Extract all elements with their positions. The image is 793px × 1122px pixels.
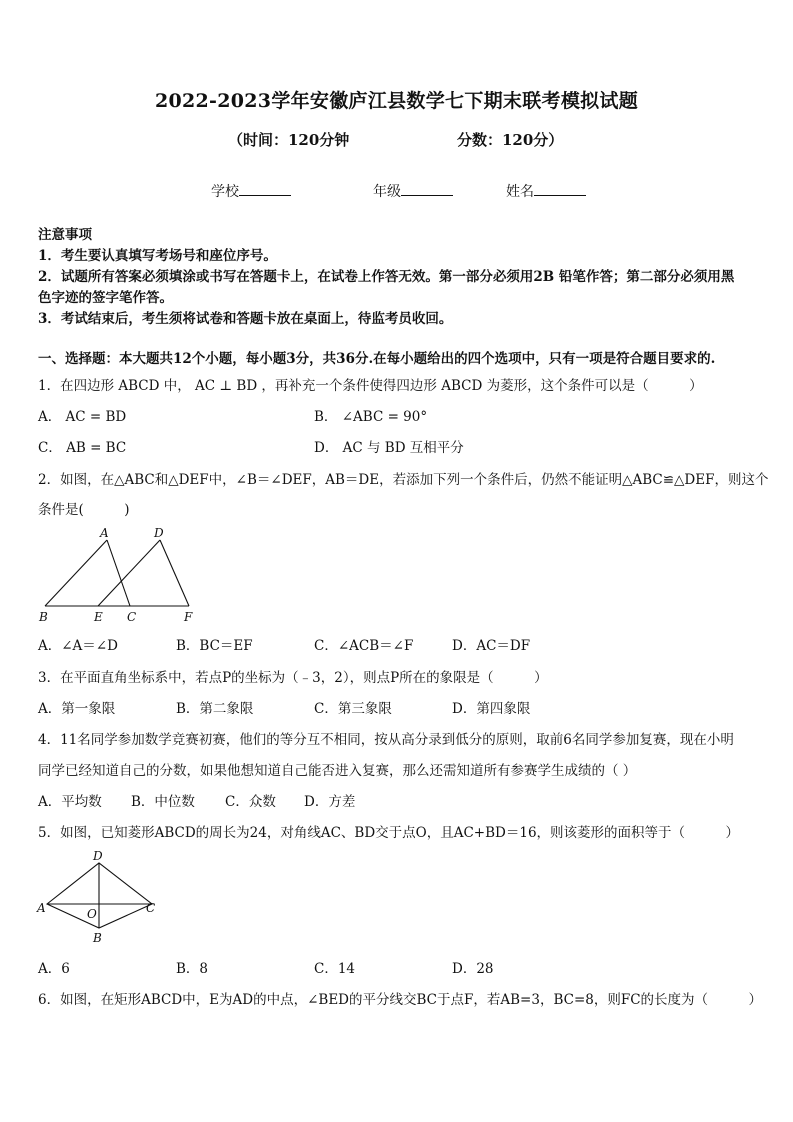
school-blank — [239, 183, 291, 196]
question-5-stem: 5．如图，已知菱形ABCD的周长为24，对角线AC、BD交于点O，且AC+BD＝16，则该菱形的面积等于（ ） — [38, 825, 740, 841]
school-field — [211, 181, 291, 201]
label-f: F — [184, 610, 193, 624]
note-item: 1．考生要认真填写考场号和座位序号。 — [38, 248, 277, 264]
name-field — [506, 181, 586, 201]
page-title: 2022-2023学年安徽庐江县数学七下期末联考模拟试题 — [154, 90, 639, 112]
notes-heading: 注意事项 — [38, 227, 92, 243]
label-d: D — [154, 526, 164, 540]
q4-option-a: A．平均数 — [38, 794, 102, 810]
question-1-stem: 1．在四边形 ABCD 中， AC ⊥ BD ，再补充一个条件使得四边形 ABCD 为菱形，这个条件可以是（ ） — [38, 378, 703, 394]
label-c: C — [127, 610, 137, 624]
q2-option-b: B．BC＝EF — [176, 638, 253, 654]
segment-ab — [45, 540, 107, 606]
question-4-stem: 4．11名同学参加数学竞赛初赛，他们的等分互不相同，按从高分录到低分的原则，取前6名同学参加复赛，现在小明 — [38, 732, 734, 748]
question-2-stem: 2．如图，在△ABC和△DEF中，∠B＝∠DEF，AB＝DE，若添加下列一个条件后，仍然不能证明△ABC≌△DEF，则这个 — [38, 472, 769, 488]
name-label: 姓名 — [506, 184, 534, 200]
label-d: D — [93, 849, 103, 863]
q3-option-a: A．第一象限 — [38, 701, 116, 717]
time-limit: （时间：120分钟 — [228, 131, 350, 149]
q4-option-d: D．方差 — [304, 794, 356, 810]
triangle-figure — [34, 524, 204, 628]
label-a: A — [37, 901, 46, 915]
question-3-stem: 3．在平面直角坐标系中，若点P的坐标为（﹣3，2），则点P所在的象限是（ ） — [38, 670, 548, 686]
q5-option-a: A．6 — [38, 961, 70, 977]
label-c: C — [146, 901, 156, 915]
note-item: 色字迹的签字笔作答。 — [38, 290, 173, 306]
label-b: B — [39, 610, 48, 624]
rhombus-figure — [34, 846, 164, 946]
label-b: B — [93, 931, 102, 945]
q1-option-c: C． AB = BC — [38, 440, 127, 456]
q5-option-c: C．14 — [314, 961, 356, 977]
q1-option-d: D． AC 与 BD 互相平分 — [314, 440, 464, 456]
q3-option-c: C．第三象限 — [314, 701, 392, 717]
grade-blank — [401, 183, 453, 196]
q2-option-c: C．∠ACB＝∠F — [314, 638, 414, 654]
label-e: E — [94, 610, 103, 624]
question-6-stem: 6．如图，在矩形ABCD中，E为AD的中点，∠BED的平分线交BC于点F，若AB=3，BC=8，则FC的长度为（ ） — [38, 992, 763, 1008]
q1-option-b: B． ∠ABC = 90° — [314, 409, 428, 425]
question-2-stem-cont: 条件是( ) — [38, 502, 130, 518]
q3-option-d: D．第四象限 — [452, 701, 531, 717]
note-item: 3．考试结束后，考生须将试卷和答题卡放在桌面上，待监考员收回。 — [38, 311, 453, 327]
section-heading: 一、选择题：本大题共12个小题，每小题3分，共36分.在每小题给出的四个选项中，只有一项是符合题目要求的. — [38, 351, 716, 367]
segment-df — [160, 540, 189, 606]
name-blank — [534, 183, 586, 196]
q4-option-b: B．中位数 — [131, 794, 195, 810]
q2-option-d: D．AC＝DF — [452, 638, 531, 654]
segment-de — [98, 540, 160, 606]
grade-field — [373, 181, 453, 201]
question-4-stem-cont: 同学已经知道自己的分数，如果他想知道自己能否进入复赛，那么还需知道所有参赛学生成绩的（ ） — [38, 763, 637, 779]
q3-option-b: B．第二象限 — [176, 701, 254, 717]
grade-label: 年级 — [373, 184, 401, 200]
label-o: O — [87, 907, 97, 921]
label-a: A — [100, 526, 109, 540]
q1-option-a: A． AC = BD — [38, 409, 127, 425]
total-score: 分数：120分） — [457, 131, 564, 149]
school-label: 学校 — [211, 184, 239, 200]
q2-option-a: A．∠A＝∠D — [38, 638, 118, 654]
q5-option-b: B．8 — [176, 961, 209, 977]
q4-option-c: C．众数 — [225, 794, 276, 810]
note-item: 2．试题所有答案必须填涂或书写在答题卡上，在试卷上作答无效。第一部分必须用2B 铅笔作答；第二部分必须用黑 — [38, 269, 735, 285]
segment-ac — [107, 540, 130, 606]
q5-option-d: D．28 — [452, 961, 494, 977]
